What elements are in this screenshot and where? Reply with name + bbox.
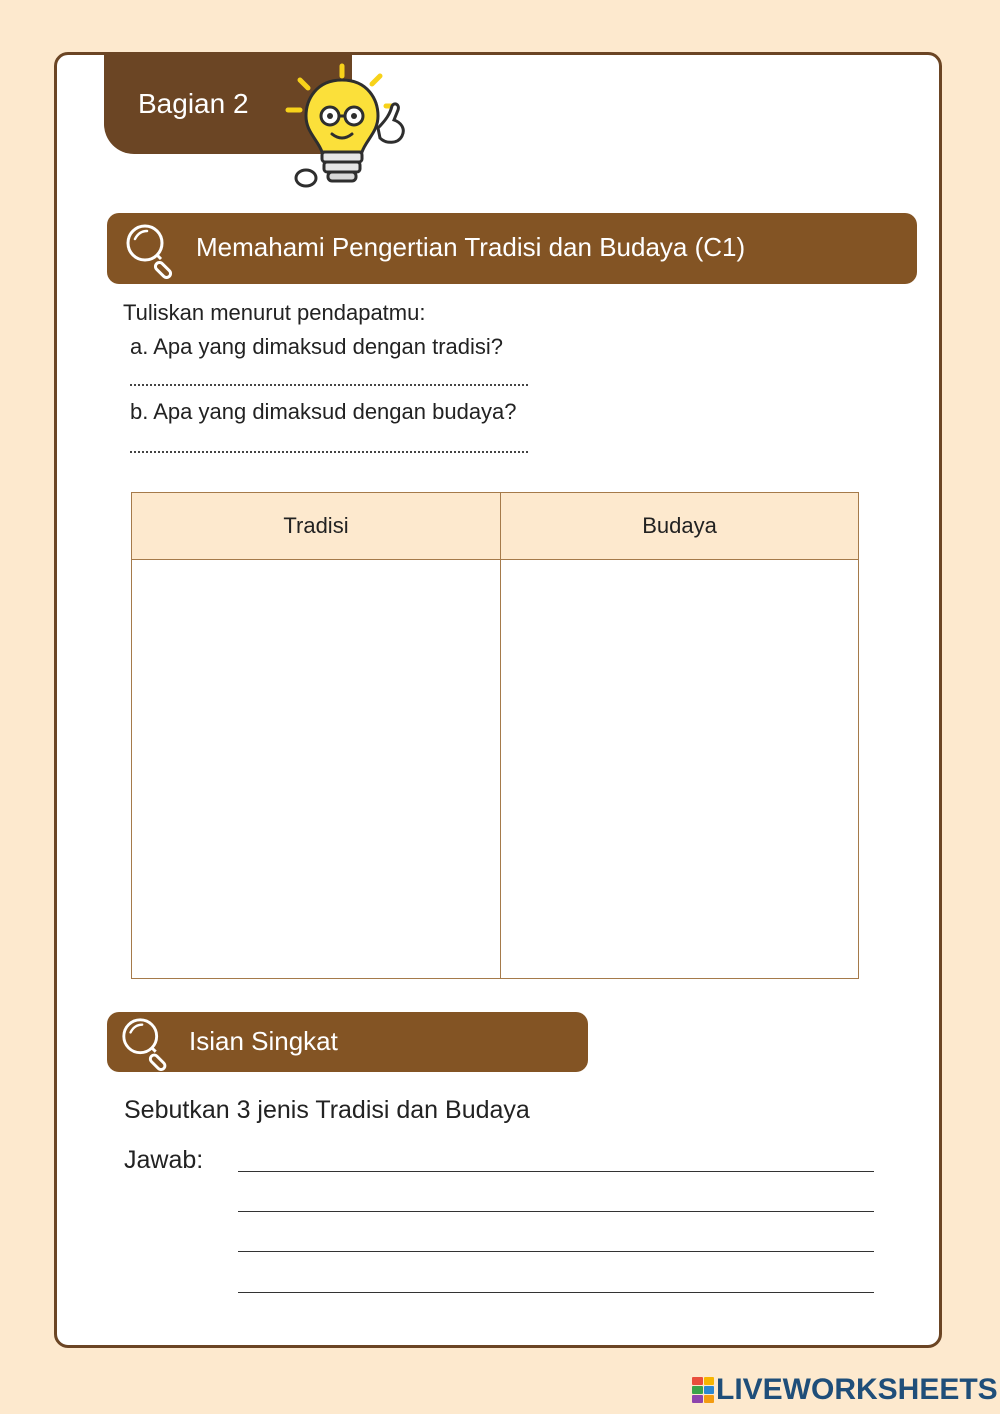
- cell-budaya[interactable]: [501, 560, 859, 979]
- cell-tradisi[interactable]: [132, 560, 501, 979]
- logo-blocks-icon: [692, 1377, 714, 1403]
- section-label: Bagian 2: [138, 88, 249, 119]
- column-header-budaya: Budaya: [501, 493, 859, 560]
- prompt-text: Sebutkan 3 jenis Tradisi dan Budaya: [124, 1096, 530, 1124]
- comparison-table: [131, 492, 859, 979]
- brand-text: LIVEWORKSHEETS: [716, 1373, 998, 1406]
- magnifier-icon: [119, 1015, 175, 1071]
- liveworksheets-logo[interactable]: [692, 1374, 998, 1406]
- answer-line-4[interactable]: [238, 1292, 874, 1293]
- instruction-text: Tuliskan menurut pendapatmu:: [123, 300, 426, 325]
- section-header-isian: [107, 1012, 588, 1072]
- magnifier-icon: [123, 221, 181, 279]
- answer-line-1[interactable]: [238, 1171, 874, 1172]
- answer-line-3[interactable]: [238, 1251, 874, 1252]
- section-header-memahami: [107, 213, 917, 284]
- answer-line-a[interactable]: [130, 384, 528, 386]
- column-header-tradisi: Tradisi: [132, 493, 501, 560]
- answer-line-2[interactable]: [238, 1211, 874, 1212]
- question-b: b. Apa yang dimaksud dengan budaya?: [130, 399, 517, 424]
- section-title: Memahami Pengertian Tradisi dan Budaya (C1): [196, 232, 746, 262]
- question-a: a. Apa yang dimaksud dengan tradisi?: [130, 334, 504, 359]
- answer-label: Jawab:: [124, 1146, 204, 1174]
- section-title: Isian Singkat: [189, 1026, 338, 1056]
- answer-line-b[interactable]: [130, 451, 528, 453]
- lightbulb-mascot-icon: [282, 58, 418, 198]
